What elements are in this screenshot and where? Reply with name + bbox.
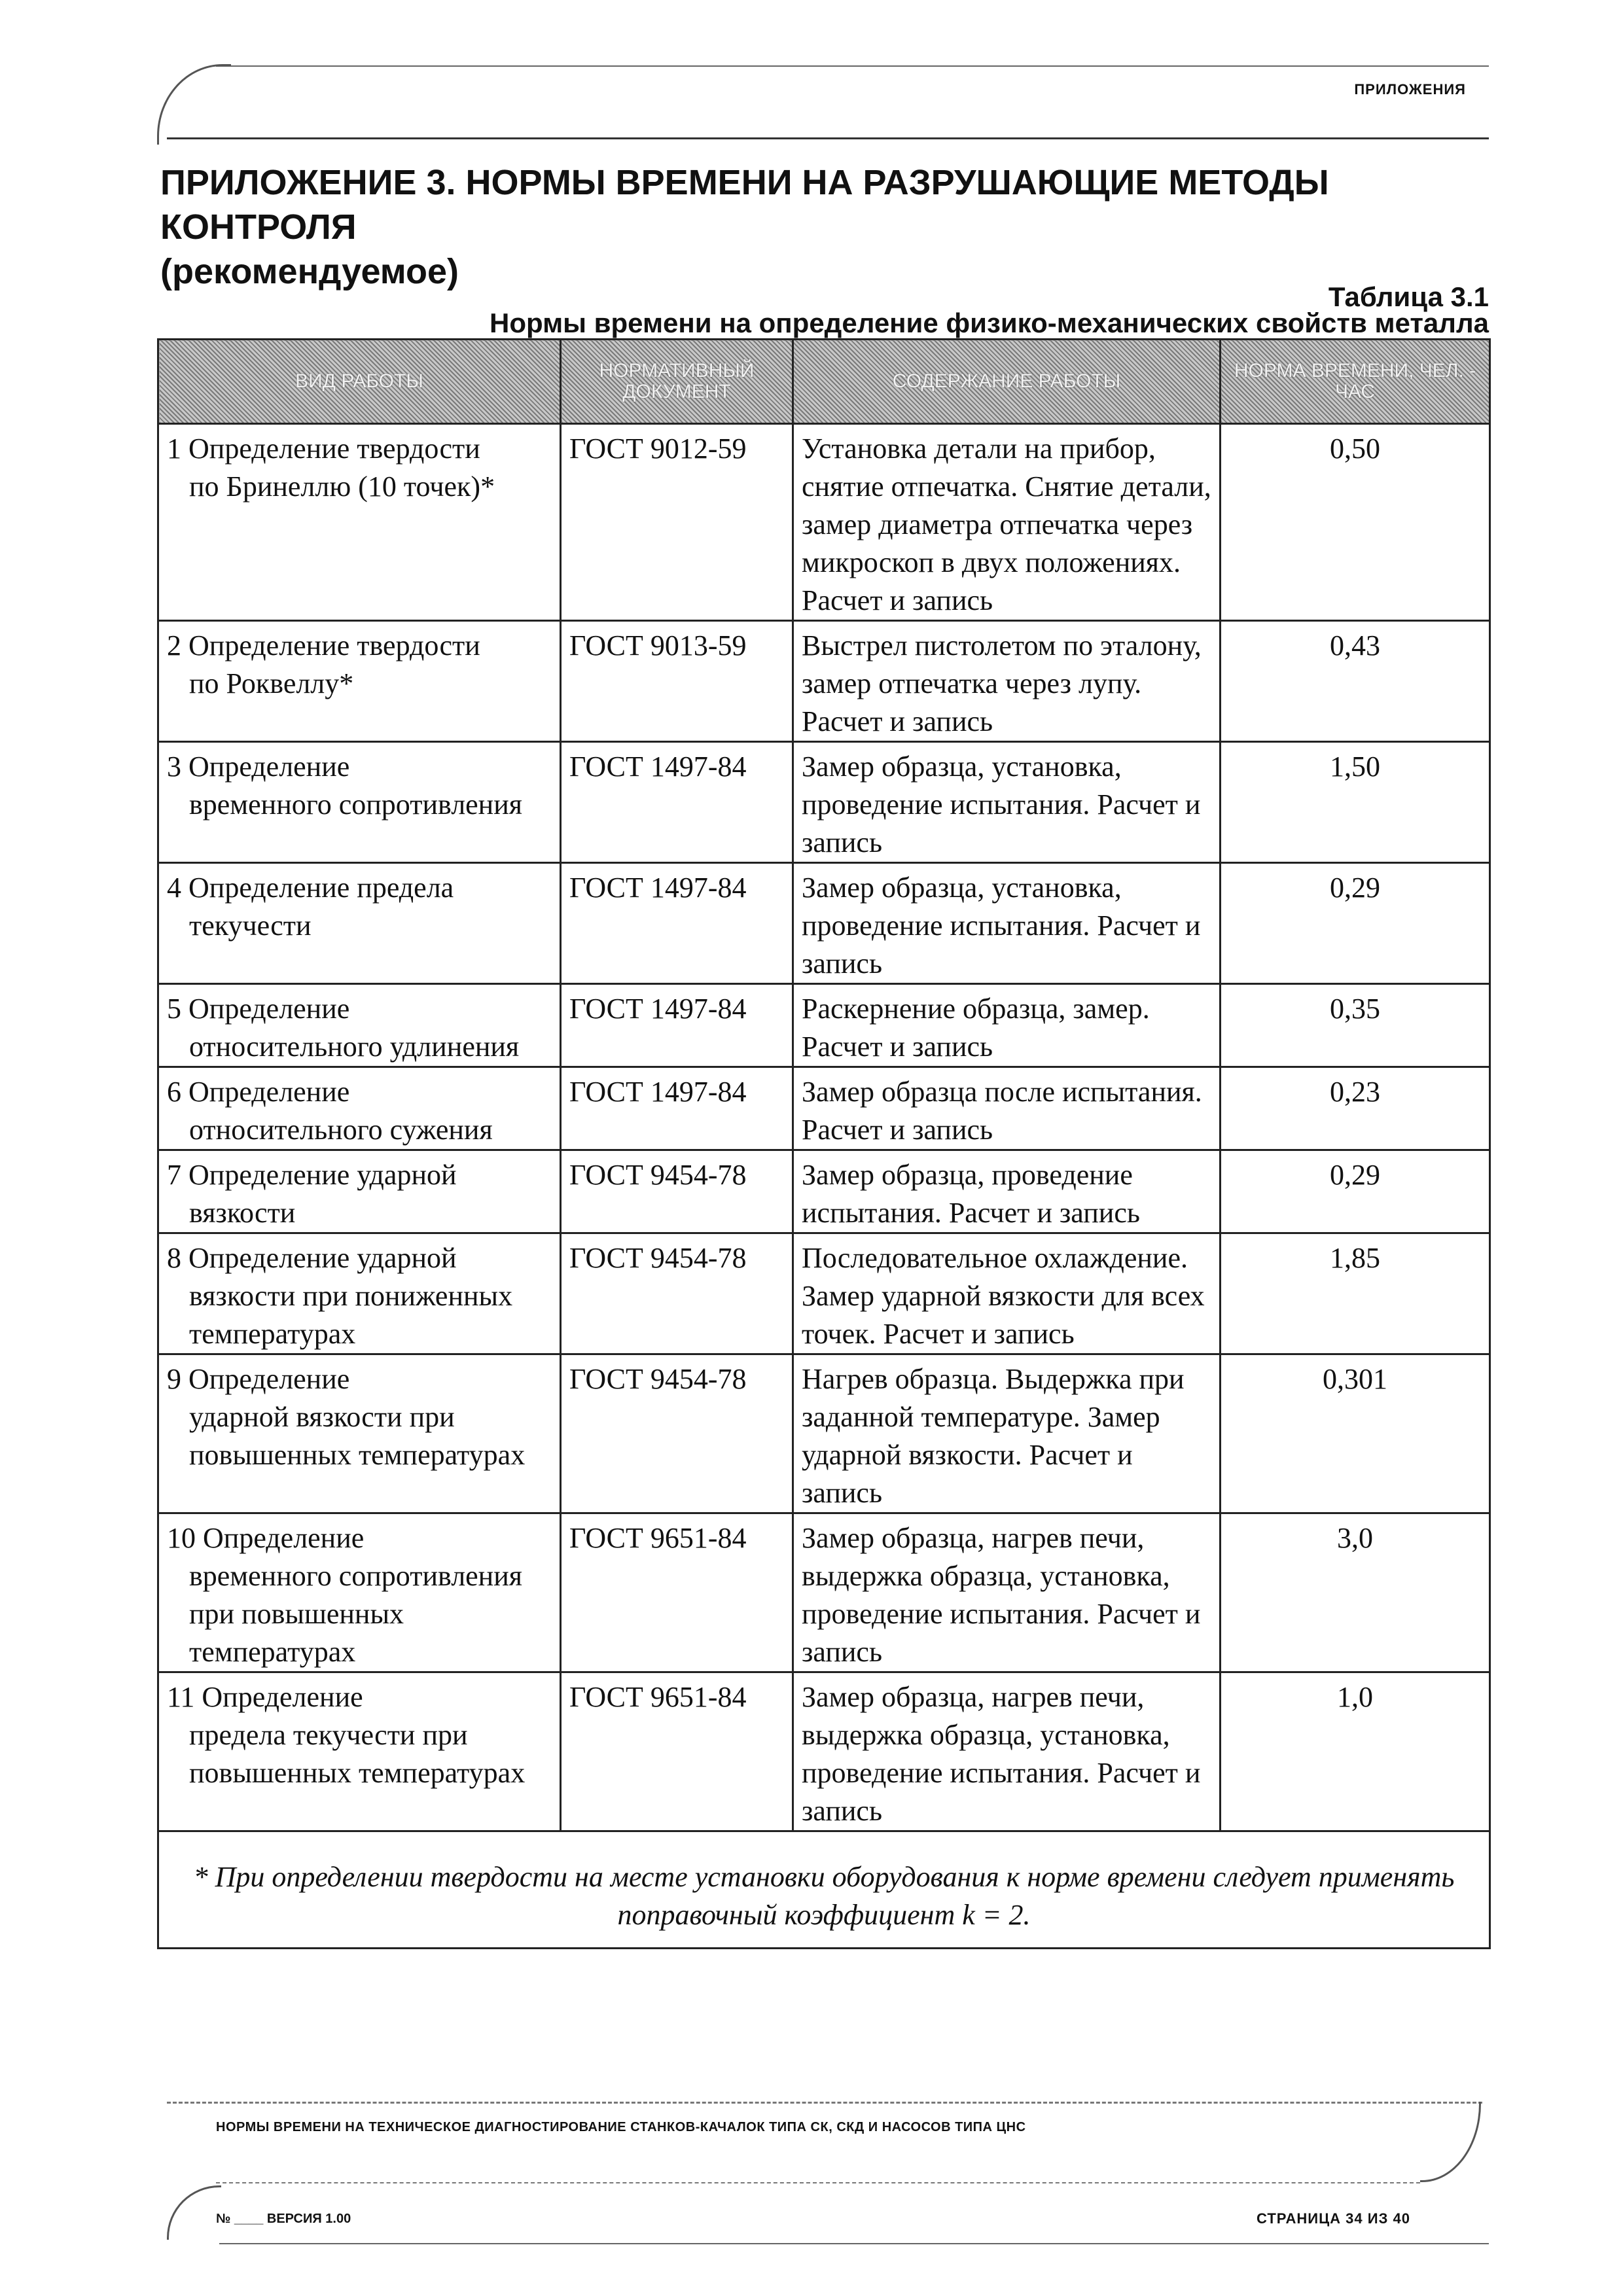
work-type-detail: относительного удлинения [189,1031,520,1063]
work-type-title: 4 Определение предела [167,872,454,904]
cell-document: ГОСТ 9651-84 [561,1672,793,1831]
cell-norm: 3,0 [1221,1513,1490,1672]
column-header-work-type: ВИД РАБОТЫ [158,340,561,424]
cell-norm: 0,29 [1221,863,1490,984]
cell-content: Замер образца, установка, проведение испытания. Расчет и запись [793,863,1221,984]
cell-norm: 0,301 [1221,1354,1490,1513]
running-head: ПРИЛОЖЕНИЯ [1354,81,1466,97]
work-type-detail: вязкости при пониженных температурах [189,1280,513,1350]
footer-rule [167,2102,1482,2104]
work-type-detail: временного сопротивления [189,788,523,821]
table-row [158,1067,1490,1150]
table-note: * При определении твердости на месте установки оборудования к норме времени следует применять поправочный коэффициент k = 2. [158,1831,1490,1949]
column-header-norm: НОРМА ВРЕМЕНИ, ЧЕЛ. - ЧАС [1221,340,1490,424]
work-type-detail: предела текучести при повышенных температурах [189,1719,526,1789]
work-type-title: 6 Определение [167,1076,350,1108]
table-row [158,1233,1490,1354]
work-type-detail: временного сопротивления при повышенных температурах [189,1560,523,1668]
cell-content: Замер образца, нагрев печи, выдержка образца, установка, проведение испытания. Расчет и запись [793,1513,1221,1672]
table-row [158,1513,1490,1672]
cell-content: Установка детали на прибор, снятие отпечатка. Снятие детали, замер диаметра отпечатка через микроскоп в двух положениях. Расчет и запись [793,424,1221,621]
cell-norm: 0,43 [1221,621,1490,742]
cell-norm: 0,35 [1221,984,1490,1067]
footer-title: НОРМЫ ВРЕМЕНИ НА ТЕХНИЧЕСКОЕ ДИАГНОСТИРОВАНИЕ СТАНКОВ-КАЧАЛОК ТИПА СК, СКД И НАСОСОВ ТИПА ЦНС [216,2120,1026,2134]
cell-work-type [158,863,561,984]
work-type-title: 9 Определение [167,1363,350,1395]
cell-norm: 0,23 [1221,1067,1490,1150]
work-type-detail: вязкости [189,1197,296,1229]
table-row [158,742,1490,863]
work-type-detail: по Бринеллю (10 точек)* [189,470,495,503]
header-rule-top [216,65,1489,67]
footer-rule-bottom [219,2243,1489,2244]
cell-norm: 1,85 [1221,1233,1490,1354]
cell-document: ГОСТ 1497-84 [561,742,793,863]
cell-content: Замер образца, нагрев печи, выдержка образца, установка, проведение испытания. Расчет и запись [793,1672,1221,1831]
work-type-detail: по Роквеллу* [189,667,354,699]
cell-content: Раскернение образца, замер. Расчет и запись [793,984,1221,1067]
cell-content: Последовательное охлаждение. Замер ударной вязкости для всех точек. Расчет и запись [793,1233,1221,1354]
cell-document: ГОСТ 9012-59 [561,424,793,621]
cell-work-type [158,984,561,1067]
work-type-detail: ударной вязкости при повышенных температурах [189,1401,526,1471]
footer-corner-decoration [1420,2102,1481,2182]
cell-work-type [158,1067,561,1150]
work-type-title: 10 Определение [167,1522,365,1554]
column-header-content: СОДЕРЖАНИЕ РАБОТЫ [793,340,1221,424]
page-title-line2: (рекомендуемое) [160,252,459,291]
header-rule [167,137,1489,139]
footer-corner-decoration-2 [167,2185,221,2240]
work-type-detail: относительного сужения [189,1114,493,1146]
cell-work-type [158,742,561,863]
cell-document: ГОСТ 9454-78 [561,1150,793,1233]
cell-work-type [158,1513,561,1672]
cell-work-type [158,1354,561,1513]
footer-version: № ____ ВЕРСИЯ 1.00 [216,2212,351,2226]
cell-document: ГОСТ 9651-84 [561,1513,793,1672]
cell-document: ГОСТ 9454-78 [561,1354,793,1513]
cell-work-type [158,424,561,621]
cell-norm: 0,29 [1221,1150,1490,1233]
cell-content: Замер образца после испытания. Расчет и запись [793,1067,1221,1150]
cell-work-type [158,621,561,742]
work-type-title: 3 Определение [167,751,350,783]
cell-document: ГОСТ 9013-59 [561,621,793,742]
work-type-detail: текучести [189,910,312,942]
norms-table [157,338,1491,1949]
cell-norm: 1,50 [1221,742,1490,863]
table-header-row [158,340,1490,424]
table-row [158,984,1490,1067]
work-type-title: 7 Определение ударной [167,1159,457,1191]
work-type-title: 1 Определение твердости [167,433,480,465]
work-type-title: 2 Определение твердости [167,629,480,662]
table-row [158,1150,1490,1233]
header-corner-decoration [157,64,231,145]
table-row [158,863,1490,984]
cell-content: Замер образца, проведение испытания. Расчет и запись [793,1150,1221,1233]
work-type-title: 11 Определение [167,1681,363,1713]
page-title-line1: ПРИЛОЖЕНИЕ 3. НОРМЫ ВРЕМЕНИ НА РАЗРУШАЮЩИЕ МЕТОДЫ КОНТРОЛЯ [160,163,1329,247]
cell-document: ГОСТ 9454-78 [561,1233,793,1354]
table-note-row [158,1831,1490,1949]
cell-content: Выстрел пистолетом по эталону, замер отпечатка через лупу. Расчет и запись [793,621,1221,742]
cell-document: ГОСТ 1497-84 [561,863,793,984]
table-number: Таблица 3.1 [1328,281,1489,312]
table-row [158,1672,1490,1831]
cell-work-type [158,1672,561,1831]
table-row [158,424,1490,621]
table-row [158,1354,1490,1513]
page-title [160,160,1495,294]
cell-content: Нагрев образца. Выдержка при заданной температуре. Замер ударной вязкости. Расчет и запись [793,1354,1221,1513]
table-row [158,621,1490,742]
cell-norm: 1,0 [1221,1672,1490,1831]
cell-document: ГОСТ 1497-84 [561,984,793,1067]
column-header-document: НОРМАТИВНЫЙ ДОКУМЕНТ [561,340,793,424]
cell-work-type [158,1233,561,1354]
work-type-title: 5 Определение [167,993,350,1025]
cell-work-type [158,1150,561,1233]
table-caption: Нормы времени на определение физико-механических свойств металла [489,308,1489,338]
work-type-title: 8 Определение ударной [167,1242,457,1274]
cell-document: ГОСТ 1497-84 [561,1067,793,1150]
page-number: СТРАНИЦА 34 ИЗ 40 [1257,2210,1410,2227]
cell-norm: 0,50 [1221,424,1490,621]
footer-rule-2 [216,2182,1420,2183]
cell-content: Замер образца, установка, проведение испытания. Расчет и запись [793,742,1221,863]
